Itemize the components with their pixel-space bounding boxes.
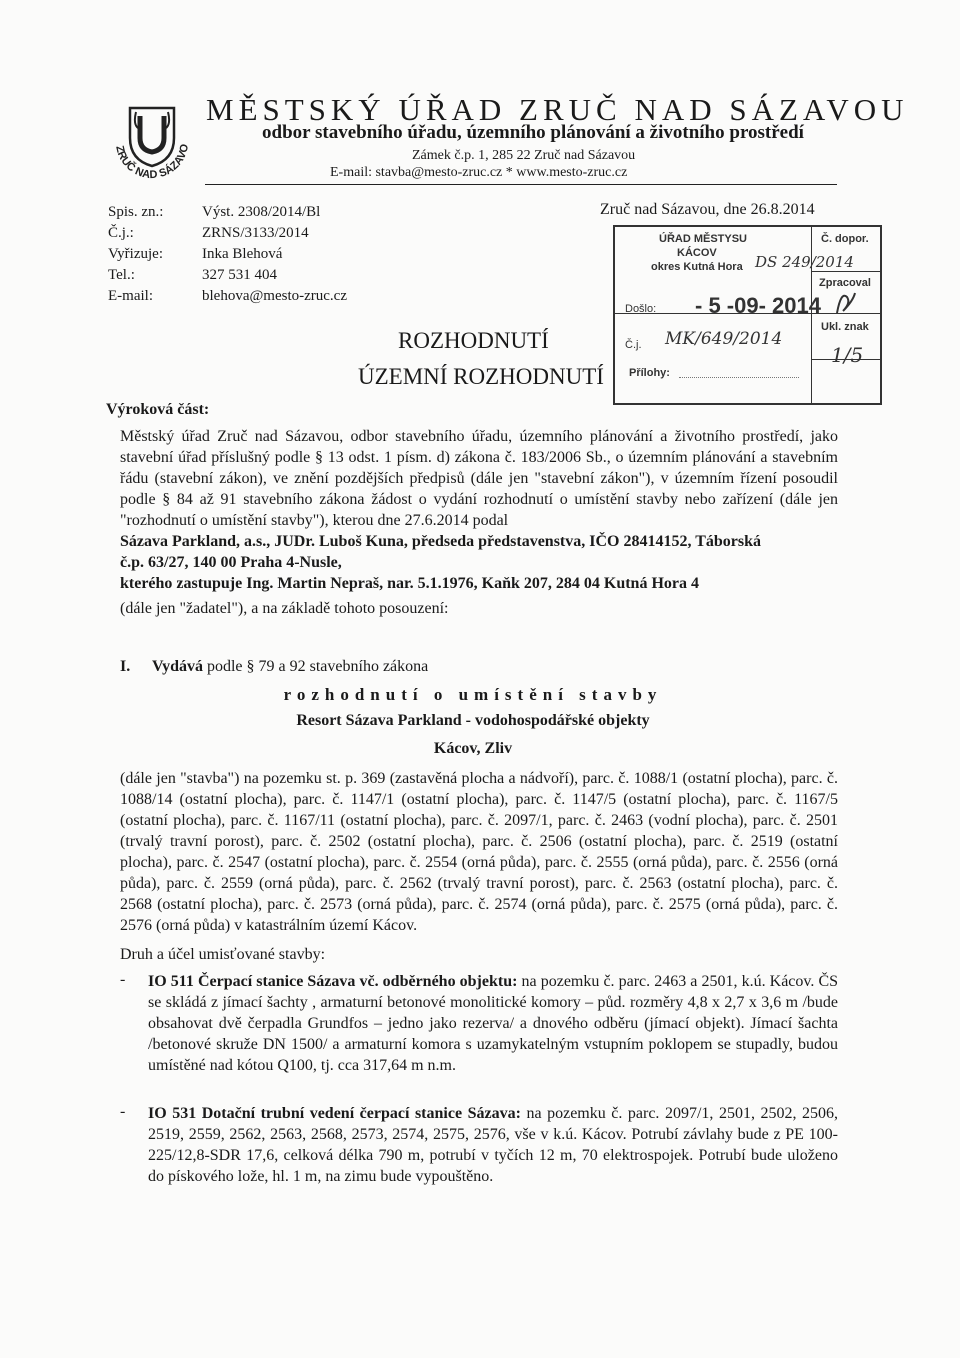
stamp-doslo-date: - 5 -09- 2014 — [695, 293, 821, 318]
item-title: IO 531 Dotační trubní vedení čerpací stanice Sázava: — [148, 1105, 521, 1122]
decision-title: rozhodnutí o umístění stavby — [283, 685, 663, 704]
decision-heading: ROZHODNUTÍ — [398, 328, 549, 353]
operative-part-label: Výroková část: — [106, 401, 210, 418]
list-item-io511 — [148, 971, 838, 1076]
list-item-io531 — [148, 1103, 838, 1187]
meta-value: ZRNS/3133/2014 — [202, 225, 309, 241]
stamp-cislo-handwritten: DS 249/2014 — [755, 253, 854, 271]
office-contact: E-mail: stavba@mesto-zruc.cz * www.mesto-zruc.cz — [330, 165, 628, 180]
stamp-ukl-handwritten: 1/5 — [831, 343, 864, 367]
header-divider — [205, 184, 837, 185]
receipt-stamp — [613, 225, 882, 405]
meta-key: Tel.: — [108, 267, 135, 283]
intro-paragraph: Městský úřad Zruč nad Sázavou, odbor stavebního úřadu, územního plánování a životního prostředí, jako stavební úřad příslušný podle § 13 odst. 1 písm. d) zákona č. 183/2006 Sb., o územním plánování a stavebním řádu (stavební zákon), ve znění pozdějších předpisů (dále jen "stavební zákon"), v územním řízení posoudil podle § 84 až 91 stavebního zákona žádost o vydání rozhodnutí o umístění stavby nebo zařízení (dále jen "rozhodnutí o umístění stavby"), kterou dne 27.6.2014 podal — [120, 428, 838, 529]
item-text: na pozemku č. parc. 2463 a 2501, k.ú. Kácov. ČS se skládá z jímací šachty , armaturní betonové monolitické komory – půd. rozměry 4,8 x 2,7 x 3,6 m /bude obsahovat dvě čerpadla Grundfos – jedno jako rezerva/ a dnového odběru (jímací objekt). Jímací šachta /betonové skruže DN 1500/ a armaturní komora s uzamykatelným vstupním poklopem se stupadly, budou umístěné nad kótou Q100, tj. cca 317,64 m n.m. — [148, 973, 839, 1074]
decision-subheading: ÚZEMNÍ ROZHODNUTÍ — [358, 364, 604, 389]
list-bullet: - — [120, 971, 126, 988]
list-bullet: - — [120, 1103, 126, 1120]
meta-row-vyrizuje — [108, 244, 347, 265]
stamp-office: ÚŘAD MĚSTYSU — [659, 233, 748, 245]
construction-type-label: Druh a účel umisťované stavby: — [120, 946, 326, 963]
project-location: Kácov, Zliv — [433, 740, 513, 757]
parcels-paragraph: (dále jen "stavba") na pozemku st. p. 369 (zastavěná plocha a nádvoří), parc. č. 1088/1 (ostatní plocha), parc. č. 1088/14 (ostatní plocha), parc. č. 1147/1 (ostatní plocha), parc. č. 1147/5 (ostatní plocha), parc. č. 1167/5 (ostatní plocha), parc. č. 1167/11 (ostatní plocha), parc. č. 2097/1, parc. č. 2463 (vodní plocha), parc. č. 2501 (trvalý travní porost), parc. č. 2502 (ostatní plocha), parc. č. 2506 (ostatní plocha), parc. č. 2519 (ostatní plocha), parc. č. 2547 (ostatní plocha), parc. č. 2554 (orná půda), parc. č. 2555 (orná půda), parc. č. 2556 (orná půda), parc. č. 2559 (orná půda), parc. č. 2562 (trvalý travní porost), parc. č. 2563 (ostatní plocha), parc. č. 2568 (ostatní plocha), parc. č. 2573 (orná půda), parc. č. 2574 (orná půda), parc. č. 2575 (orná půda), parc. č. 2576 (orná půda) v katastrálním území Kácov. — [120, 770, 838, 934]
meta-value: Inka Blehová — [202, 246, 283, 262]
applicant-line-2: č.p. 63/27, 140 00 Praha 4-Nusle, — [120, 554, 342, 571]
stamp-zpracoval-label: Zpracoval — [819, 277, 871, 289]
stamp-cj-handwritten: MK/649/2014 — [665, 329, 783, 349]
item-title: IO 511 Čerpací stanice Sázava vč. odběrného objektu: — [148, 973, 518, 990]
meta-row-cj — [108, 223, 347, 244]
meta-key: Vyřizuje: — [108, 246, 163, 262]
place-date: Zruč nad Sázavou, dne 26.8.2014 — [600, 201, 815, 218]
meta-row-tel — [108, 265, 347, 286]
stamp-prilohy-label: Přílohy: — [629, 367, 670, 379]
logo-text: ZRUČ NAD SÁZAVO — [113, 143, 192, 182]
file-metadata — [108, 202, 347, 307]
stamp-district: okres Kutná Hora — [651, 261, 743, 273]
meta-row-spis — [108, 202, 347, 223]
meta-key: E-mail: — [108, 288, 153, 304]
stamp-ukl-label: Ukl. znak — [821, 321, 869, 333]
office-address: Zámek č.p. 1, 285 22 Zruč nad Sázavou — [412, 148, 636, 163]
office-title: MĚSTSKÝ ÚŘAD ZRUČ NAD SÁZAVOU — [206, 92, 909, 127]
applicant-note: (dále jen "žadatel"), a na základě tohoto posouzení: — [120, 600, 449, 617]
section-lead — [152, 658, 428, 676]
section-number: I. — [120, 658, 131, 675]
stamp-cislo-label: Č. dopor. — [821, 233, 869, 245]
meta-value: Výst. 2308/2014/Bl — [202, 204, 321, 220]
project-name: Resort Sázava Parkland - vodohospodářské objekty — [296, 712, 650, 729]
meta-row-email — [108, 286, 347, 307]
item-text: na pozemku č. parc. 2097/1, 2501, 2502, 2506, 2519, 2559, 2562, 2563, 2568, 2573, 2574, 2575, 2576, vše v k.ú. Kácov. Potrubí závlahy bude z PE 100-225/12,8-SDR 17,6, celková délka 790 m, potrubí v tyčích 12 m, 70 elektrospojek. Potrubí bude uloženo do pískového lože, hl. 1 m, na zimu bude vypouštěno. — [148, 1105, 838, 1185]
stamp-town: KÁCOV — [677, 247, 717, 259]
stamp-cj-label: Č.j. — [625, 339, 642, 351]
city-logo — [106, 94, 198, 186]
meta-value: blehova@mesto-zruc.cz — [202, 288, 347, 304]
applicant-line-1: Sázava Parkland, a.s., JUDr. Luboš Kuna, předseda představenstva, IČO 28414152, Táborská — [120, 533, 761, 550]
applicant-line-3: kterého zastupuje Ing. Martin Nepraš, nar. 5.1.1976, Kaňk 207, 284 04 Kutná Hora 4 — [120, 575, 699, 592]
meta-key: Spis. zn.: — [108, 204, 164, 220]
stamp-doslo-label: Došlo: — [625, 303, 657, 315]
section-lead-verb: Vydává — [152, 658, 203, 675]
meta-key: Č.j.: — [108, 225, 134, 241]
office-subtitle: odbor stavebního úřadu, územního plánování a životního prostředí — [262, 122, 804, 143]
meta-value: 327 531 404 — [202, 267, 277, 283]
section-lead-text: podle § 79 a 92 stavebního zákona — [206, 658, 429, 675]
